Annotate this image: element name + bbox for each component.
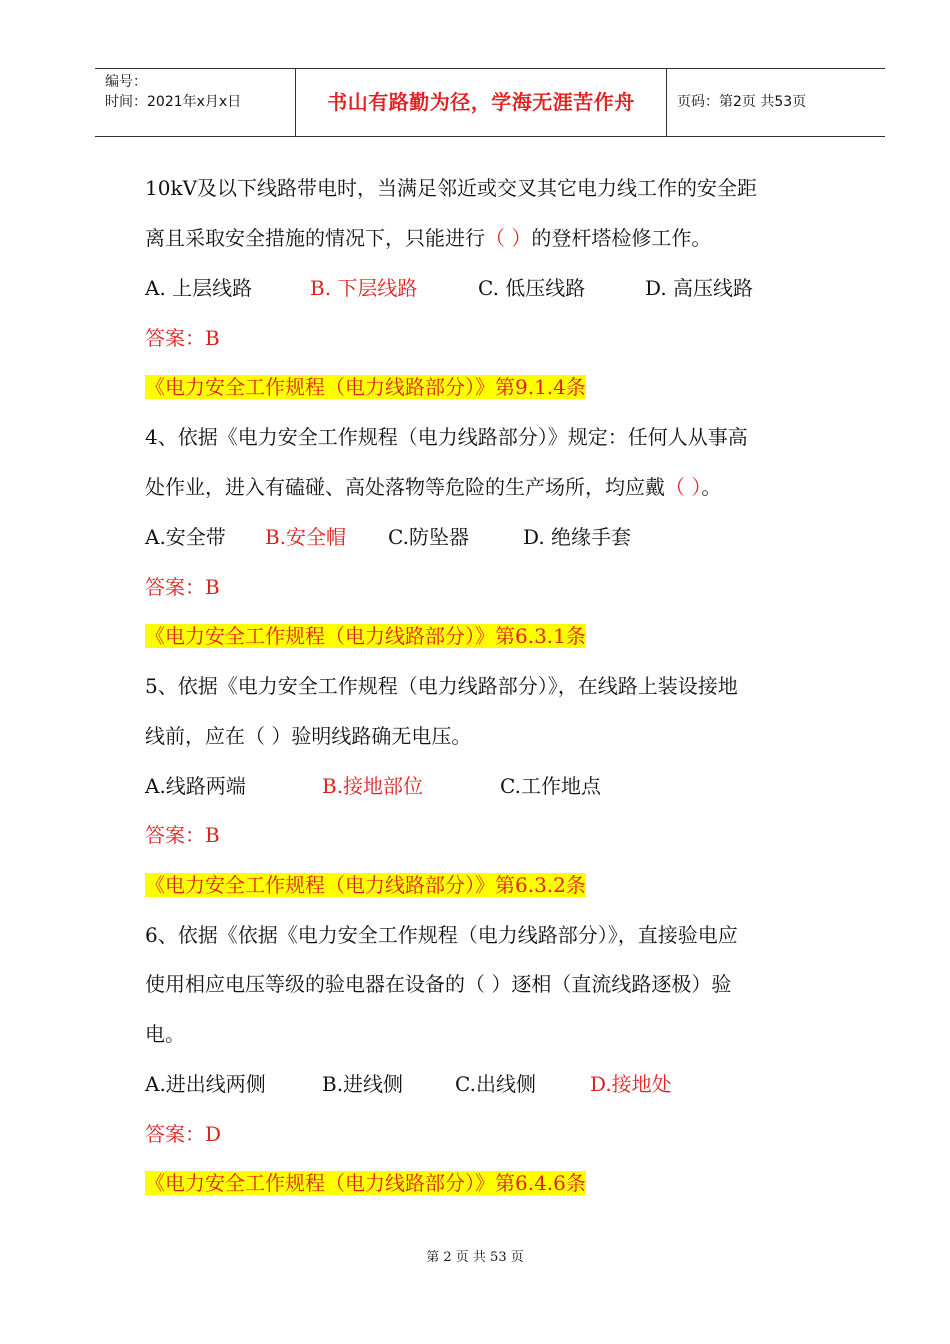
option-c: C.工作地点 — [500, 774, 601, 798]
reference-line: 《电力安全工作规程（电力线路部分）》第6.4.6条 — [145, 1171, 586, 1195]
answer-line: 答案：B — [145, 575, 220, 599]
reference-line: 《电力安全工作规程（电力线路部分）》第6.3.1条 — [145, 624, 586, 648]
option-c: C.防坠器 — [388, 525, 469, 549]
question-5-line-1: 5、依据《电力安全工作规程（电力线路部分）》，在线路上装设接地 — [145, 674, 738, 698]
page-header — [95, 68, 885, 137]
option-d: D. 高压线路 — [645, 276, 754, 300]
option-b: B.进线侧 — [322, 1072, 404, 1096]
option-a: A.安全带 — [145, 525, 226, 549]
header-motto-cell — [296, 69, 667, 136]
header-page-cell — [667, 69, 885, 136]
answer-blank: （ ） — [485, 226, 532, 250]
question-5-line-2: 线前，应在（ ）验明线路确无电压。 — [145, 724, 472, 748]
question-6-line-3: 电。 — [145, 1022, 185, 1046]
reference-line: 《电力安全工作规程（电力线路部分）》第6.3.2条 — [145, 873, 586, 897]
question-6-line-2: 使用相应电压等级的验电器在设备的（ ）逐相（直流线路逐极）验 — [145, 972, 732, 996]
answer-blank: （ ） — [665, 475, 702, 499]
page-footer: 第 2 页 共 53 页 — [426, 1250, 524, 1265]
page-info: 页码：第2页 共53页 — [677, 94, 807, 110]
motto-text: 书山有路勤为径，学海无涯苦作舟 — [327, 90, 635, 114]
option-a: A.进出线两侧 — [145, 1072, 266, 1096]
option-a: A.线路两端 — [145, 774, 246, 798]
option-a: A. 上层线路 — [145, 276, 253, 300]
question-4-line-1: 4、依据《电力安全工作规程（电力线路部分）》规定：任何人从事高 — [145, 425, 748, 449]
question-3-line-2: 离且采取安全措施的情况下，只能进行（ ）的登杆塔检修工作。 — [145, 226, 712, 250]
option-d-correct: D.接地处 — [590, 1072, 672, 1096]
answer-line: 答案：D — [145, 1122, 222, 1146]
answer-line: 答案：B — [145, 823, 220, 847]
question-6-line-1: 6、依据《依据《电力安全工作规程（电力线路部分）》，直接验电应 — [145, 923, 738, 947]
time-label: 时间：2021年x月x日 — [105, 94, 242, 110]
option-d: D. 绝缘手套 — [523, 525, 632, 549]
header-meta-cell — [95, 69, 296, 136]
question-3-line-1: 10kV及以下线路带电时，当满足邻近或交叉其它电力线工作的安全距 — [145, 176, 758, 200]
question-4-line-2: 处作业，进入有磕碰、高处落物等危险的生产场所，均应戴（ ）。 — [145, 475, 722, 499]
option-c: C. 低压线路 — [478, 276, 586, 300]
option-c: C.出线侧 — [455, 1072, 536, 1096]
reference-line: 《电力安全工作规程（电力线路部分）》第9.1.4条 — [145, 375, 586, 399]
option-b-correct: B.安全帽 — [265, 525, 347, 549]
option-b-correct: B. 下层线路 — [310, 276, 418, 300]
number-label: 编号： — [105, 74, 147, 90]
answer-line: 答案：B — [145, 326, 220, 350]
option-b-correct: B.接地部位 — [322, 774, 424, 798]
